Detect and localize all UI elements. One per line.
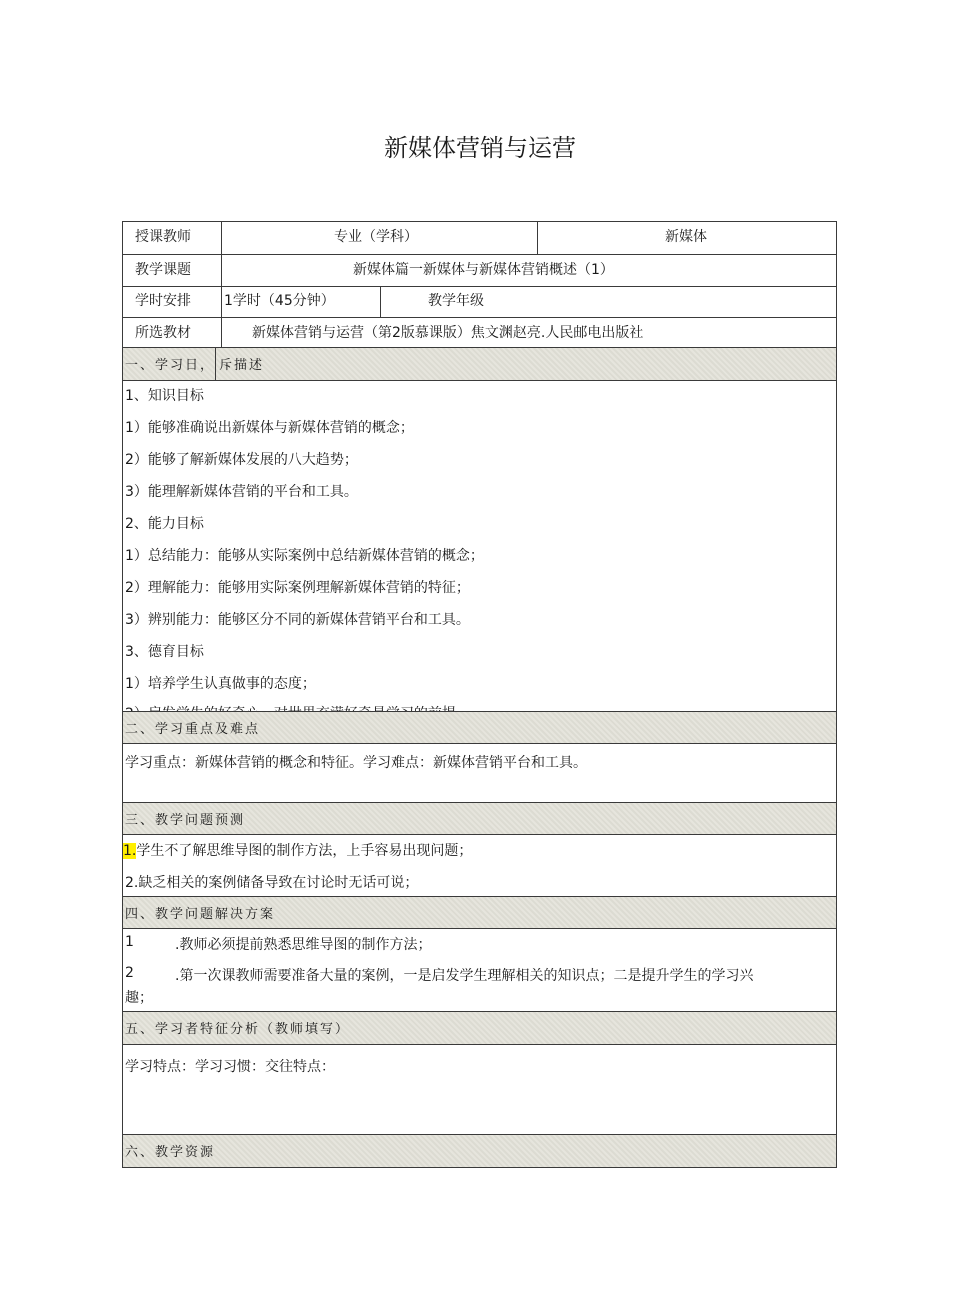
solution-number: 2 — [125, 965, 134, 981]
hours-value-cell — [222, 287, 381, 317]
teacher-label: 授课教师 — [135, 229, 191, 245]
key-points-text: 学习重点：新媒体营销的概念和特征。学习难点：新媒体营销平台和工具。 — [125, 755, 587, 771]
section4-title: 四、教学问题解决方案 — [125, 907, 276, 922]
solution-text-continued: 趣； — [125, 990, 153, 1006]
major-label-cell — [222, 222, 538, 254]
topic-value: 新媒体篇一新媒体与新媒体营销概述（1） — [353, 262, 614, 278]
objective-line: 2）理解能力：能够用实际案例理解新媒体营销的特征； — [125, 580, 470, 596]
textbook-value: 新媒体营销与运营（第2版慕课版）焦文渊赵亮.人民邮电出版社 — [252, 325, 644, 341]
section1-header-cell-b — [216, 348, 836, 380]
section2-title: 二、学习重点及难点 — [125, 722, 261, 737]
hours-label-cell — [123, 287, 222, 317]
grade-cell — [381, 287, 836, 317]
section6-header — [123, 1135, 836, 1167]
row-topic — [123, 255, 836, 287]
section5-body — [123, 1045, 836, 1135]
page-title: 新媒体营销与运营 — [384, 134, 576, 162]
solution-number: 1 — [125, 934, 134, 950]
row-textbook — [123, 318, 836, 348]
solution-text: .第一次课教师需要准备大量的案例，一是启发学生理解相关的知识点；二是提升学生的学习兴 — [175, 968, 754, 984]
objective-line: 1）培养学生认真做事的态度； — [125, 676, 316, 692]
section3-header — [123, 803, 836, 835]
section2-header — [123, 711, 836, 744]
hours-value: 1学时（45分钟） — [224, 293, 335, 309]
textbook-label-cell — [123, 318, 222, 347]
objective-line: 2）能够了解新媒体发展的八大趋势； — [125, 452, 358, 468]
section4-body — [123, 929, 836, 1012]
topic-value-cell — [222, 255, 836, 286]
objective-line: 1、知识目标 — [125, 388, 204, 404]
major-value-cell — [538, 222, 836, 254]
section4-header — [123, 897, 836, 929]
section1-header-cell-a — [123, 348, 216, 380]
row-hours — [123, 287, 836, 318]
objective-line: 1）总结能力：能够从实际案例中总结新媒体营销的概念； — [125, 548, 484, 564]
textbook-value-cell — [222, 318, 836, 347]
solution-text: .教师必须提前熟悉思维导图的制作方法； — [175, 937, 432, 953]
learner-traits-text: 学习特点：学习习惯：交往特点： — [125, 1059, 335, 1075]
major-label: 专业（学科） — [334, 229, 418, 245]
teacher-label-cell — [123, 222, 222, 254]
objective-line: 3、德育目标 — [125, 644, 204, 660]
lesson-plan-table — [122, 221, 837, 1168]
problem-text: 学生不了解思维导图的制作方法，上手容易出现问题； — [136, 843, 473, 859]
section3-title: 三、教学问题预测 — [125, 813, 246, 828]
topic-label-cell — [123, 255, 222, 286]
objective-line: 3）辨别能力：能够区分不同的新媒体营销平台和工具。 — [125, 612, 470, 628]
textbook-label: 所选教材 — [135, 325, 191, 341]
section3-body — [123, 835, 836, 897]
grade-label: 教学年级 — [428, 293, 484, 309]
section2-body — [123, 744, 836, 803]
topic-label: 教学课题 — [135, 262, 191, 278]
highlighted-number: 1. — [123, 843, 137, 859]
section5-header — [123, 1012, 836, 1045]
section1-body — [123, 381, 836, 711]
objective-line: 3）能理解新媒体营销的平台和工具。 — [125, 484, 358, 500]
section1-title-a: 一、学习日， — [125, 358, 216, 373]
major-value: 新媒体 — [665, 229, 707, 245]
objective-line: 1）能够准确说出新媒体与新媒体营销的概念； — [125, 420, 414, 436]
hours-label: 学时安排 — [135, 293, 191, 309]
section1-body-clip — [123, 381, 836, 711]
row-teacher — [123, 222, 836, 255]
section6-title: 六、教学资源 — [125, 1145, 216, 1160]
problem-line: 2.缺乏相关的案例储备导致在讨论时无话可说； — [125, 875, 419, 891]
problem-line — [123, 840, 472, 860]
section5-title: 五、学习者特征分析（教师填写） — [125, 1022, 351, 1037]
section1-title-b: 斥描述 — [219, 358, 265, 373]
section1-header — [123, 348, 836, 381]
objective-line: 2、能力目标 — [125, 516, 204, 532]
